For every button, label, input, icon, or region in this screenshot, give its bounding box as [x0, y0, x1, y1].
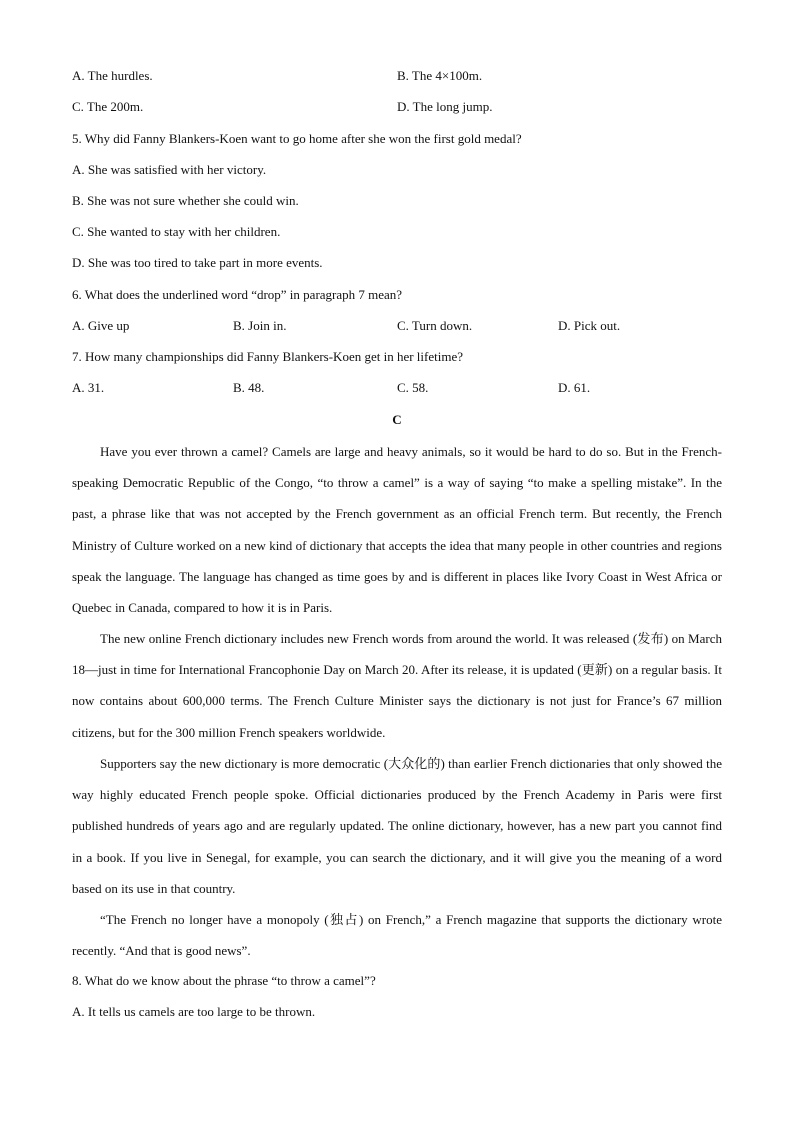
q6-option-b: B. Join in. — [233, 318, 287, 333]
paragraph-4-text: “The French no longer have a monopoly (独占) on French,” a French magazine that supports the dictionary wrote recently. “And that is good news”. — [72, 912, 722, 959]
q5-option-b: B. She was not sure whether she could win. — [72, 193, 299, 208]
q6-question: 6. What does the underlined word “drop” in paragraph 7 mean? — [72, 287, 403, 302]
passage-paragraph-4 — [72, 904, 722, 966]
q7-option-c: C. 58. — [397, 380, 429, 395]
q4-option-a: A. The hurdles. — [72, 68, 153, 83]
q4-option-b: B. The 4×100m. — [397, 68, 483, 83]
section-heading: C — [392, 412, 402, 427]
q5-option-a: A. She was satisfied with her victory. — [72, 162, 267, 177]
q5-option-d: D. She was too tired to take part in more events. — [72, 255, 323, 270]
q4-option-c: C. The 200m. — [72, 99, 144, 114]
q7-option-b: B. 48. — [233, 380, 265, 395]
q5-option-c: C. She wanted to stay with her children. — [72, 224, 281, 239]
q8-option-a: A. It tells us camels are too large to be thrown. — [72, 1004, 316, 1019]
q7-option-a: A. 31. — [72, 380, 105, 395]
q6-option-d: D. Pick out. — [558, 318, 621, 333]
paragraph-3-text: Supporters say the new dictionary is more democratic (大众化的) than earlier French dictionaries that only showed the way highly educated French people spoke. Official dictionaries produced by the French Academy in Paris were first published hundreds of years ago and are regularly updated. The online dictionary, however, has a new part you cannot find in a book. If you live in Senegal, for example, you can search the dictionary, and it will give you the meaning of a word based on its use in that country. — [72, 756, 722, 896]
q6-option-c: C. Turn down. — [397, 318, 473, 333]
passage-paragraph-1 — [72, 436, 722, 623]
passage-paragraph-2 — [72, 623, 722, 748]
q7-option-d: D. 61. — [558, 380, 591, 395]
q5-question: 5. Why did Fanny Blankers-Koen want to go home after she won the first gold medal? — [72, 131, 522, 146]
passage-paragraph-3 — [72, 748, 722, 904]
paragraph-2-text: The new online French dictionary includes new French words from around the world. It was released (发布) on March 18—just in time for International Francophonie Day on March 20. After its release, it is updated (更新) on a regular basis. It now contains about 600,000 terms. The French Culture Minister says the dictionary is not just for France’s 67 million citizens, but for the 300 million French speakers worldwide. — [72, 631, 722, 740]
q4-option-d: D. The long jump. — [397, 99, 493, 114]
q8-question: 8. What do we know about the phrase “to throw a camel”? — [72, 973, 376, 988]
paragraph-1-text: Have you ever thrown a camel? Camels are large and heavy animals, so it would be hard to do so. But in the French-speaking Democratic Republic of the Congo, “to throw a camel” is a way of saying “to make a spelling mistake”. In the past, a phrase like that was not accepted by the French government as an official French term. But recently, the French Ministry of Culture worked on a new kind of dictionary that accepts the idea that many people in other countries and regions speak the language. The language has changed as time goes by and is different in places like Ivory Coast in West Africa or Quebec in Canada, compared to how it is in Paris. — [72, 444, 722, 616]
q6-option-a: A. Give up — [72, 318, 130, 333]
q7-question: 7. How many championships did Fanny Blankers-Koen get in her lifetime? — [72, 349, 464, 364]
